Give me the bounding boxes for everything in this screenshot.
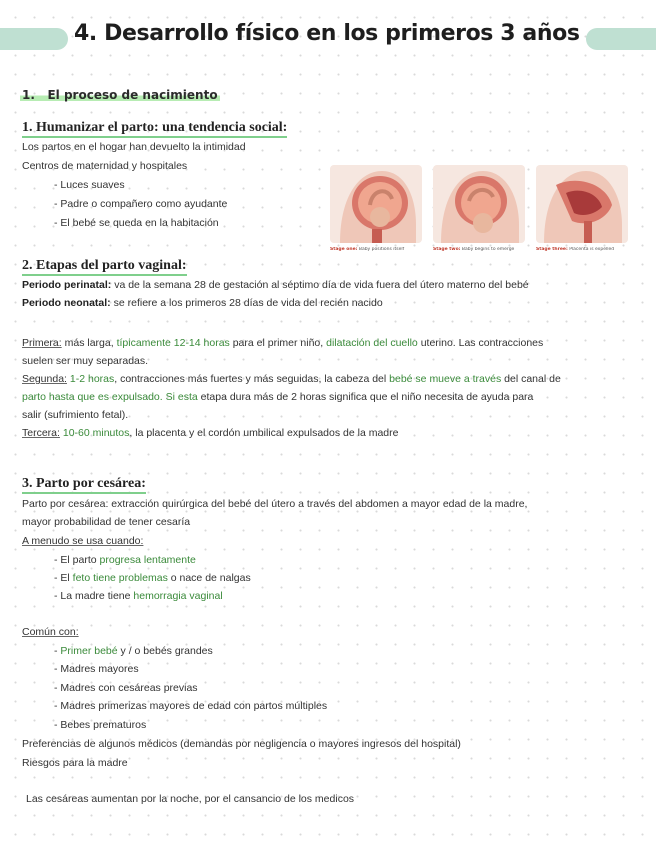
neonatal-label: Periodo neonatal: <box>22 297 111 309</box>
comun-bullet: - Bebes prematuros <box>54 719 147 731</box>
segunda-line: Segunda: 1-2 horas, contracciones más fuertes y más seguidas, la cabeza del bebé se mueve a través del canal de <box>22 373 561 385</box>
birth-stages-figure <box>330 165 630 260</box>
etapas-paragraph <box>22 334 634 442</box>
etapas-heading: 2. Etapas del parto vaginal: <box>22 258 187 276</box>
title-band-left <box>0 28 68 50</box>
cesarea-line-1: Parto por cesárea: extracción quirúrgica del bebé del útero a través del abdomen a mayor edad de la madre, <box>22 498 528 510</box>
primera-line: Primera: más larga, típicamente 12-14 horas para el primer niño, dilatación del cuello uterino. Las contracciones <box>22 337 544 349</box>
noche-line: Las cesáreas aumentan por la noche, por el cansancio de los medicos <box>26 793 355 805</box>
stage-one-illustration <box>330 165 422 243</box>
humanizar-bullet: - Padre o compañero como ayudante <box>54 198 228 210</box>
neonatal-text: se refiere a los primeros 28 días de vida del recién nacido <box>113 297 383 309</box>
humanizar-heading: 1. Humanizar el parto: una tendencia social: <box>22 120 287 138</box>
perinatal-text: va de la semana 28 de gestación al séptimo día de vida fuera del útero materno del bebé <box>114 279 529 291</box>
comun-bullet: - Madres mayores <box>54 663 139 675</box>
cesarea-heading: 3. Parto por cesárea: <box>22 476 146 494</box>
neonatal-line <box>22 297 383 310</box>
stage-one-caption: Stage one: Baby positions itself <box>330 247 405 252</box>
perinatal-line <box>22 279 529 292</box>
amenudo-bullet: - El feto tiene problemas o nace de nalgas <box>54 572 251 584</box>
comun-bullet: - Primer bebé y / o bebés grandes <box>54 645 213 657</box>
comun-bullet: - Madres con cesáreas previas <box>54 682 198 694</box>
page-title: 4. Desarrollo físico en los primeros 3 años <box>74 21 580 46</box>
tercera-line: Tercera: 10-60 minutos, la placenta y el cordón umbilical expulsados de la madre <box>22 427 399 439</box>
stage-two-illustration <box>433 165 525 243</box>
cesarea-line-2: mayor probabilidad de tener cesaría <box>22 516 191 528</box>
title-band-right <box>586 28 656 50</box>
preferencias-line: Preferencias de algunos médicos (demandas por negligencia o mayores ingresos del hospital) <box>22 738 461 750</box>
humanizar-bullet: - El bebé se queda en la habitación <box>54 217 219 229</box>
stage-three-caption: Stage three: Placenta is expelled <box>536 247 615 252</box>
perinatal-label: Periodo perinatal: <box>22 279 112 291</box>
stage-three-illustration <box>536 165 628 243</box>
amenudo-label: A menudo se usa cuando: <box>22 535 144 547</box>
humanizar-line: Los partos en el hogar han devuelto la intimidad <box>22 141 246 153</box>
comun-bullet: - Madres primerizas mayores de edad con partos múltiples <box>54 700 328 712</box>
amenudo-bullet: - La madre tiene hemorragia vaginal <box>54 590 223 602</box>
segunda-line-3: salir (sufrimiento fetal). <box>22 409 129 421</box>
comun-label: Común con: <box>22 626 79 638</box>
section-1-number: 1. <box>22 88 35 102</box>
riesgos-line: Riesgos para la madre <box>22 757 128 769</box>
stage-two-caption: Stage two: Baby begins to emerge <box>433 247 515 252</box>
amenudo-bullet: - El parto progresa lentamente <box>54 554 196 566</box>
primera-line-2: suelen ser muy separadas. <box>22 355 149 367</box>
segunda-line-2: parto hasta que es expulsado. Si esta etapa dura más de 2 horas significa que el niño necesita de ayuda para <box>22 391 534 403</box>
humanizar-line: Centros de maternidad y hospitales <box>22 160 188 172</box>
section-1-title: El proceso de nacimiento <box>47 88 218 102</box>
section-1-heading <box>20 88 220 102</box>
humanizar-bullet: - Luces suaves <box>54 179 125 191</box>
